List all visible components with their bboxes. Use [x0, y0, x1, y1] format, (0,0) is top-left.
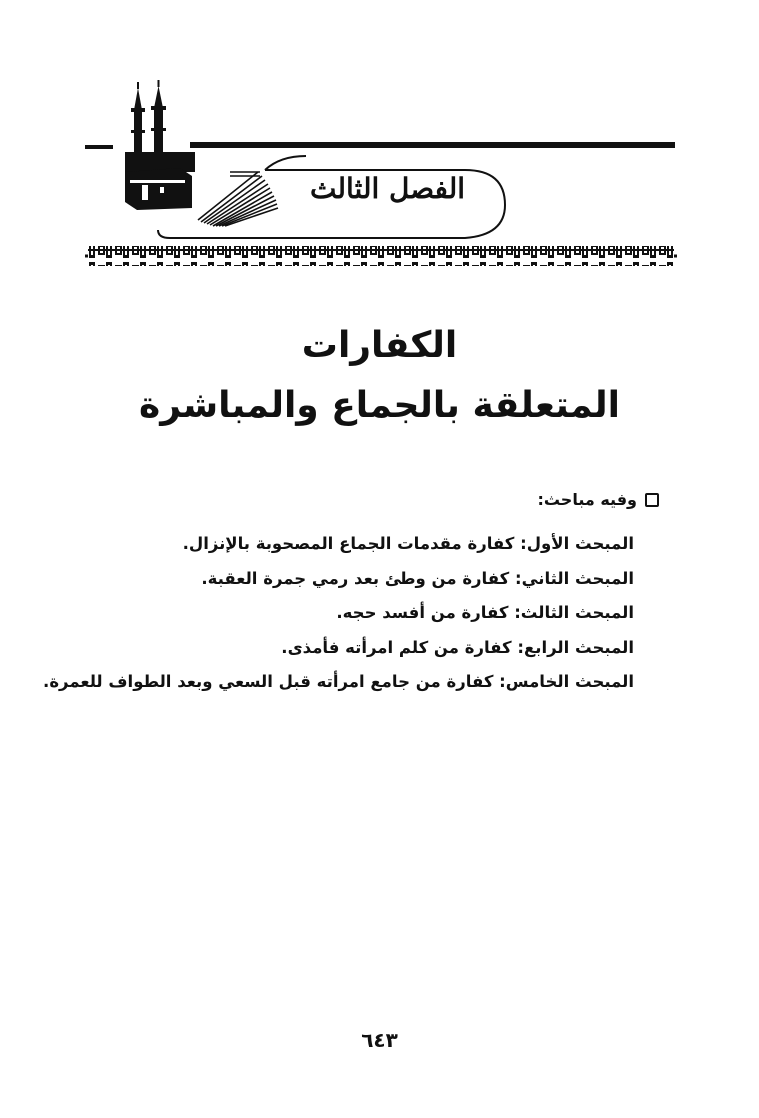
section-label: المبحث الرابع:: [517, 637, 634, 657]
page-number: ٦٤٣: [361, 1028, 398, 1052]
section-text: كفارة من أفسد حجه.: [336, 603, 509, 622]
page-title: الكفارات: [301, 325, 458, 366]
checkbox-icon: [645, 493, 659, 507]
chain-border-icon: [85, 246, 677, 266]
list-item: [74, 596, 634, 631]
chapter-label: الفصل الثالث: [309, 172, 466, 205]
section-text: كفارة مقدمات الجماع المصحوبة بالإنزال.: [182, 534, 515, 553]
section-text: كفارة من كلم امرأته فأمذى.: [281, 637, 512, 657]
section-text: كفارة من جامع امرأته قبل السعي وبعد الطواف للعمرة.: [43, 672, 494, 691]
list-item: [74, 527, 634, 562]
rays-decoration: [198, 172, 278, 226]
kaaba-icon: [125, 80, 195, 210]
section-label: المبحث الأول:: [520, 534, 634, 553]
sections-list: [43, 527, 634, 700]
section-label: المبحث الثاني:: [514, 568, 634, 588]
list-item: [74, 562, 634, 597]
list-item: [43, 665, 634, 700]
section-label: المبحث الخامس:: [499, 672, 634, 691]
section-label: المبحث الثالث:: [514, 603, 634, 622]
intro-line: [537, 490, 659, 509]
intro-text: وفيه مباحث:: [537, 490, 637, 509]
page-subtitle: المتعلقة بالجماع والمباشرة: [139, 385, 620, 426]
list-item: [74, 631, 634, 666]
section-text: كفارة من وطئ بعد رمي جمرة العقبة.: [201, 568, 510, 588]
